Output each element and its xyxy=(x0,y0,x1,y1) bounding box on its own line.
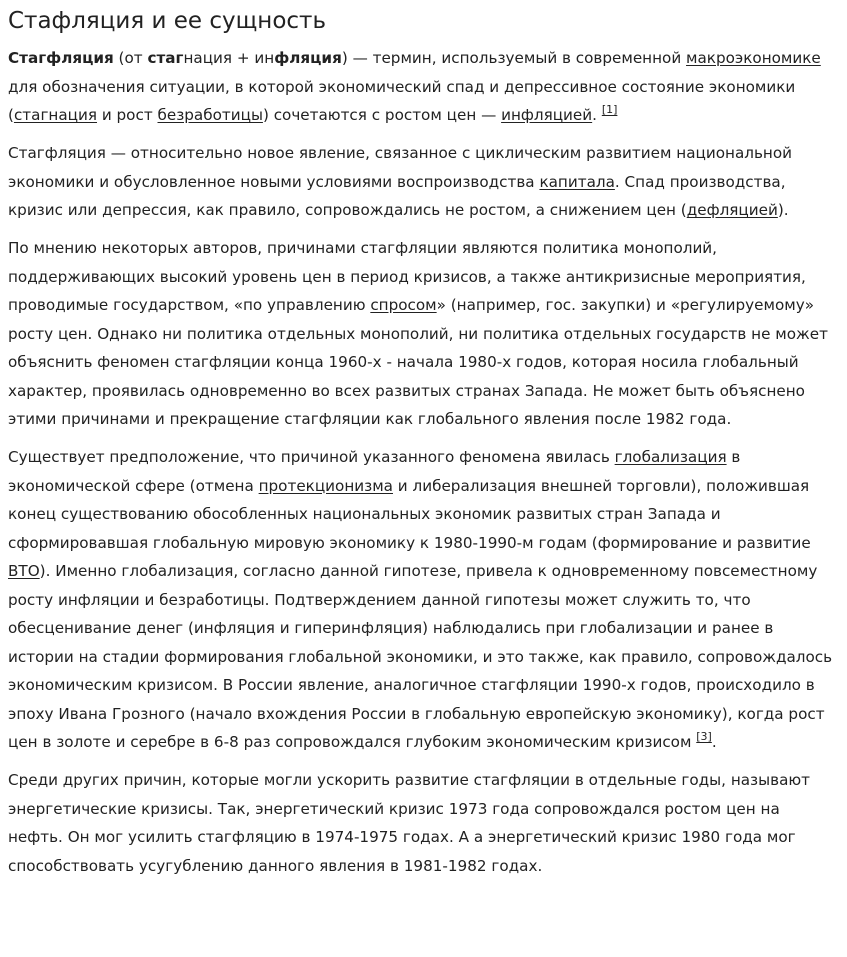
text: в экономической сфере (отмена xyxy=(8,448,741,495)
link-protectionism[interactable]: протекционизма xyxy=(258,476,393,495)
text: ) сочетаются с ростом цен — xyxy=(262,106,502,124)
link-stagnation[interactable]: стагнация xyxy=(13,106,98,124)
paragraph-definition xyxy=(8,44,839,130)
link-inflation[interactable]: инфляцией xyxy=(501,106,593,124)
paragraph-energy-crises xyxy=(8,766,839,880)
link-capital[interactable]: капитала xyxy=(539,172,615,191)
link-globalization[interactable]: глобализация xyxy=(614,448,727,466)
text: ). xyxy=(777,201,789,219)
text: Существует предположение, что причиной указанного феномена явилась xyxy=(8,448,615,466)
link-macroeconomics[interactable]: макроэкономике xyxy=(686,49,821,67)
paragraph-globalization xyxy=(8,443,839,757)
term-part-bold: фляция xyxy=(274,49,342,67)
text: ) — термин, используемый в современной xyxy=(341,49,687,67)
text: Среди других причин, которые могли ускорить развитие стагфляции в отдельные годы, называют энергетические кризисы. Так, энергетический кризис 1973 года сопровождался ростом цен на нефть. Он мог усилить стагфляцию в 1974-1975 годах. А а энергетический кризис 1980 года мог способствовать усугублению данного явления в 1981-1982 годах. xyxy=(8,771,811,875)
text: нация + ин xyxy=(183,49,275,67)
term-bold: Стагфляция xyxy=(8,49,114,67)
term-part-bold: стаг xyxy=(147,49,184,67)
text: (от xyxy=(113,49,148,67)
text: для обозначения ситуации, в которой экономический спад и депрессивное состояние экономики ( xyxy=(8,77,796,124)
link-demand[interactable]: спросом xyxy=(370,296,437,314)
paragraph-causes-monopolies xyxy=(8,234,839,434)
footnote-ref-1[interactable]: [1] xyxy=(601,103,618,116)
text: » (например, гос. закупки) и «регулируемому» росту цен. Однако ни политика отдельных монополий, ни политика отдельных государств не может объяснить феномен стагфляции конца 1960-х - начала 1980-х годов, которая носила глобальный характер, проявилась одновременно во всех развитых странах Запада. Не может быть объяснено этими причинами и прекращение стагфляции как глобального явления после 1982 года. xyxy=(8,296,828,428)
text: ). Именно глобализация, согласно данной гипотезе, привела к одновременному повсеместному росту инфляции и безработицы. Подтверждением данной гипотезы может служить то, что обесценивание денег (инфляция и гиперинфляция) наблюдались при глобализации и ранее в истории на стадии формирования глобальной экономики, и это также, как правило, сопровождалось экономическим кризисом. В России явление, аналогичное стагфляции 1990-х годов, происходило в эпоху Ивана Грозного (начало вхождения России в глобальную европейскую экономику), когда рост цен в золоте и серебре в 6-8 раз сопровождался глубоким экономическим кризисом xyxy=(8,562,833,751)
text: . Спад производства, кризис или депрессия, как правило, сопровождались не ростом, а снижением цен ( xyxy=(8,172,786,219)
footnote-ref-3[interactable]: [3] xyxy=(696,730,712,743)
page-title: Стафляция и ее сущность xyxy=(8,8,327,34)
paragraph-new-phenomenon xyxy=(8,139,839,225)
text: . xyxy=(592,106,602,124)
text: . xyxy=(711,733,717,751)
text: Стагфляция — относительно новое явление, связанное с циклическим развитием национальной экономики и обусловленное новыми условиями воспроизводства xyxy=(8,144,792,191)
link-wto[interactable]: ВТО xyxy=(8,562,40,580)
link-deflation[interactable]: дефляцией xyxy=(686,201,778,219)
link-unemployment[interactable]: безработицы xyxy=(157,106,263,124)
text: и либерализация внешней торговли), положившая конец существованию обособленных национальных экономик развитых стран Запада и сформировавшая глобальную мировую экономику к 1980-1990-м годам (формирование и развитие xyxy=(8,476,811,552)
text: и рост xyxy=(97,106,158,124)
text: По мнению некоторых авторов, причинами стагфляции являются политика монополий, поддерживающих высокий уровень цен в период кризисов, а также антикризисные мероприятия, проводимые государством, «по управлению xyxy=(8,239,806,314)
